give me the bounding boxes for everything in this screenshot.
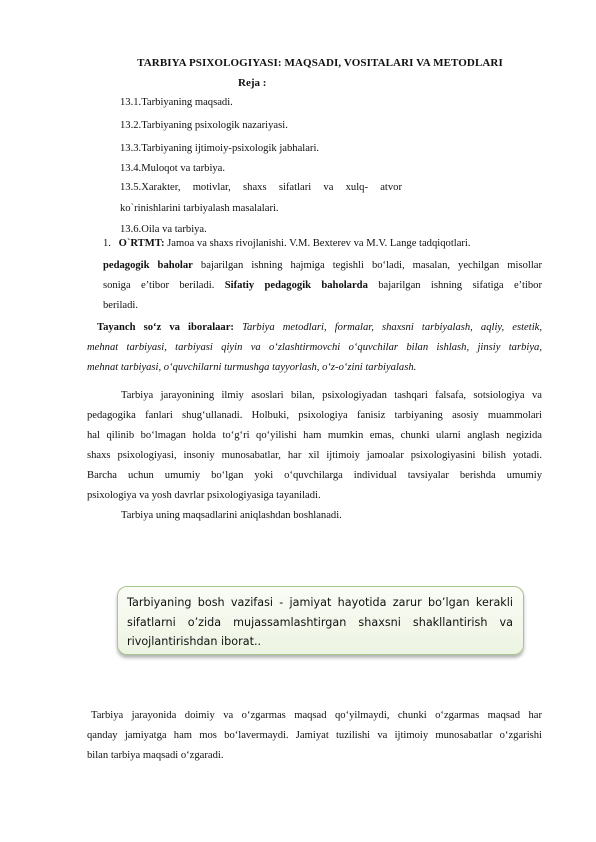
pedagogik-line-2 [103,276,542,296]
plan-item: 13.6.Oila va tarbiya. [120,224,207,235]
para1-line: hal qilinib bo‘lmagan holda to‘g‘ri qo‘yilishi ham mumkin emas, chunki ularni anglash negizida [87,430,542,441]
space [254,280,264,291]
para1-line: Tarbiya jarayonining ilmiy asoslari bilan, psixologiyadan tashqari falsafa, sotsiologiya va [121,390,542,401]
ortmt-number: 1. [103,238,111,249]
ortmt-text: Jamoa va shaxs rivojlanishi. V.M. Bexterev va M.V. Lange tadqiqotlari. [164,238,471,249]
pedagogik-text: bajarilgan ishning sifatiga e’tibor [367,280,543,291]
pedagogik-baholarda-bold: pedagogik baholarda [264,280,368,291]
para1-last-line: Tarbiya uning maqsadlarini aniqlashdan boshlanadi. [121,510,342,521]
pedagogik-text: bajarilgan ishning hajmiga tegishli bo‘ladi, masalan, yechilgan misollar [192,260,542,271]
ortmt-label: O`RTMT: [118,238,165,249]
plan-item: ko`rinishlarini tarbiyalash masalalari. [120,203,279,214]
pedagogik-text: soniga e’tibor beriladi. [103,280,225,291]
plan-item: 13.5.Xarakter, motivlar, shaxs sifatlari va xulq- atvor [120,182,402,193]
pedagogik-bold: pedagogik baholar [103,260,193,271]
pedagogik-line-3: beriladi. [103,300,139,311]
sifatiy-bold: Sifatiy [224,280,255,291]
para2-line: qanday jamiyatga ham mos bo‘lavermaydi. Jamiyat tuzilishi va ijtimoiy munosabatlar o‘zgarishi [87,730,542,741]
plan-item: 13.1.Tarbiyaning maqsadi. [120,97,233,108]
plan-item: 13.2.Tarbiyaning psixologik nazariyasi. [120,120,288,131]
tayanch-line-2: mehnat tarbiyasi, tarbiyasi qiyin va o‘zlashtirmovchi o‘quvchilar bilan ishlash, jinsiy tarbiya, [87,342,542,353]
ortmt-line [103,234,471,254]
para1-line: Barcha uchun umumiy bo‘lgan yoki o‘quvchilarga individual tavsiyalar berishda umumiy [87,470,542,481]
tayanch-line-1 [87,318,542,338]
plan-item: 13.3.Tarbiyaning ijtimoiy-psixologik jabhalari. [120,143,320,154]
tayanch-text: Tarbiya metodlari, formalar, shaxsni tarbiyalash, aqliy, estetik, [233,322,542,333]
tayanch-label: Tayanch so‘z va iboralaar: [97,322,234,333]
para1-line: pedagogika fanlari shug‘ullanadi. Holbuki, psixologiya fanisiz tarbiyaning asosiy muammolari [87,410,542,421]
para2-line: Tarbiya jarayonida doimiy va o‘zgarmas maqsad qo‘yilmaydi, chunki o‘zgarmas maqsad har [91,710,542,721]
para1-line: psixologiya va yosh davrlar psixologiyasiga tayaniladi. [87,490,321,501]
tayanch-line-3: mehnat tarbiyasi, o‘quvchilarni turmushga tayyorlash, o‘z-o‘zini tarbiyalash. [87,362,417,373]
plan-item: 13.4.Muloqot va tarbiya. [120,163,226,174]
pedagogik-line-1 [103,256,542,276]
para1-line: shaxs psixologiyasi, insoniy munosabatlar, har xil ijtimoiy jamoalar psixologiyasini bilish yotadi. [87,450,542,461]
callout-box [117,586,524,655]
callout-text: Tarbiyaning bosh vazifasi - jamiyat hayotida zarur bo’lgan kerakli sifatlarni o’zida mujassamlashtirgan shaxsni shakllantirish va rivojlantirishdan iborat.. [127,596,513,648]
plan-heading: Reja : [238,77,267,89]
page-title: TARBIYA PSIXOLOGIYASI: MAQSADI, VOSITALARI VA METODLARI [137,57,503,69]
para2-line: bilan tarbiya maqsadi o‘zgaradi. [87,750,224,761]
